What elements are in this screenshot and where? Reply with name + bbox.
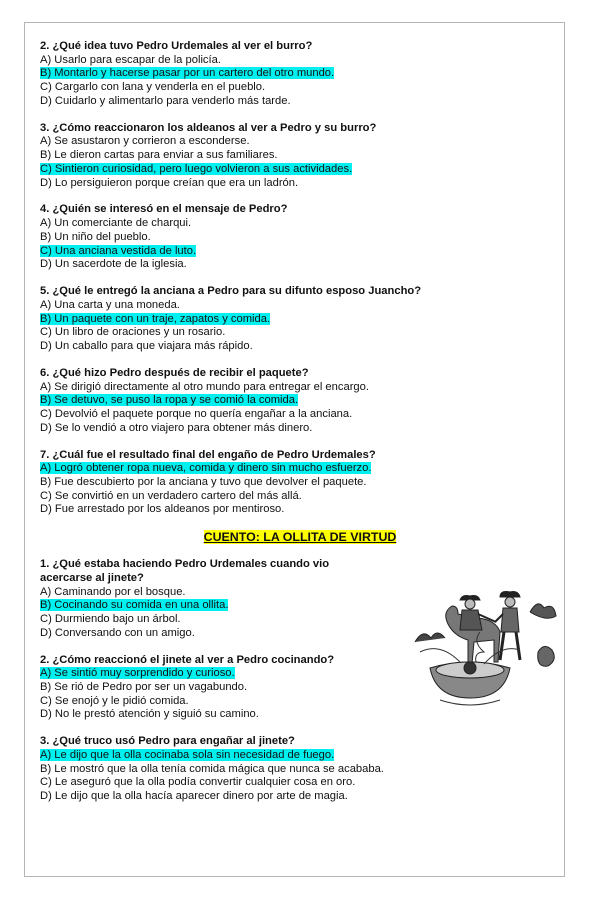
answer-option-text: B) Fue descubierto por la anciana y tuvo que devolver el paquete. xyxy=(40,475,367,488)
answer-option-text: A) Usarlo para escapar de la policía. xyxy=(40,53,221,66)
answer-option-text: C) Devolvió el paquete porque no quería engañar a la anciana. xyxy=(40,407,353,420)
answer-option xyxy=(40,95,560,109)
answer-option xyxy=(40,299,560,313)
answer-option-text: A) Una carta y una moneda. xyxy=(40,298,180,311)
question-block xyxy=(40,285,560,354)
question-block xyxy=(40,449,560,518)
question-block xyxy=(40,203,560,272)
answer-option-highlighted xyxy=(40,749,560,763)
answer-option xyxy=(40,776,560,790)
answer-option-text: D) No le prestó atención y siguió su camino. xyxy=(40,708,259,721)
question-block xyxy=(40,367,560,436)
answer-option-text: D) Un sacerdote de la iglesia. xyxy=(40,258,187,271)
answer-option xyxy=(40,476,560,490)
story-illustration xyxy=(410,572,560,712)
answer-option-text: C) Un libro de oraciones y un rosario. xyxy=(40,326,226,339)
answer-option-text: C) Se convirtió en un verdadero cartero del más allá. xyxy=(40,489,302,502)
answer-option-text: D) Conversando con un amigo. xyxy=(40,626,195,639)
question-title: 1. ¿Qué estaba haciendo Pedro Urdemales cuando vio acercarse al jinete? xyxy=(40,558,330,584)
answer-option xyxy=(40,177,560,191)
section-title-text: CUENTO: LA OLLITA DE VIRTUD xyxy=(203,530,397,545)
answer-option-text: C) Se enojó y le pidió comida. xyxy=(40,694,189,707)
question-title: 3. ¿Cómo reaccionaron los aldeanos al ver a Pedro y su burro? xyxy=(40,121,377,134)
answer-option-text: C) Durmiendo bajo un árbol. xyxy=(40,613,181,626)
answer-option-text: B) Un paquete con un traje, zapatos y comida. xyxy=(40,312,271,325)
question-title: 6. ¿Qué hizo Pedro después de recibir el paquete? xyxy=(40,366,309,379)
answer-option-highlighted xyxy=(40,67,560,81)
answer-option-text: D) Le dijo que la olla hacía aparecer dinero por arte de magia. xyxy=(40,790,348,803)
answer-option-highlighted xyxy=(40,245,560,259)
answer-option-text: B) Se detuvo, se puso la ropa y se comió la comida. xyxy=(40,394,299,407)
answer-option xyxy=(40,258,560,272)
answer-option-text: B) Se rió de Pedro por ser un vagabundo. xyxy=(40,681,248,694)
questions-part-1 xyxy=(40,40,560,517)
answer-option xyxy=(40,490,560,504)
answer-option xyxy=(40,231,560,245)
question-block xyxy=(40,40,560,109)
answer-option-text: A) Logró obtener ropa nueva, comida y dinero sin mucho esfuerzo. xyxy=(40,462,372,475)
answer-option-text: B) Un niño del pueblo. xyxy=(40,230,151,243)
answer-option-highlighted xyxy=(40,163,560,177)
answer-option-text: D) Fue arrestado por los aldeanos por mentiroso. xyxy=(40,503,285,516)
answer-option xyxy=(40,326,560,340)
answer-option-highlighted xyxy=(40,462,560,476)
question-title: 5. ¿Qué le entregó la anciana a Pedro para su difunto esposo Juancho? xyxy=(40,285,422,298)
answer-option-text: A) Le dijo que la olla cocinaba sola sin necesidad de fuego. xyxy=(40,749,335,762)
answer-option xyxy=(40,135,560,149)
section-title xyxy=(40,530,560,545)
question-block xyxy=(40,122,560,191)
answer-option-text: A) Un comerciante de charqui. xyxy=(40,217,192,230)
answer-option-text: B) Le dieron cartas para enviar a sus familiares. xyxy=(40,149,278,162)
question-title: 2. ¿Cómo reaccionó el jinete al ver a Pedro cocinando? xyxy=(40,653,335,666)
answer-option xyxy=(40,217,560,231)
answer-option-text: A) Se asustaron y corrieron a esconderse. xyxy=(40,135,250,148)
question-title: 4. ¿Quién se interesó en el mensaje de Pedro? xyxy=(40,203,288,216)
answer-option-text: B) Montarlo y hacerse pasar por un cartero del otro mundo. xyxy=(40,67,335,80)
answer-option xyxy=(40,790,560,804)
answer-option xyxy=(40,340,560,354)
answer-option xyxy=(40,81,560,95)
answer-option-text: D) Un caballo para que viajara más rápido. xyxy=(40,339,253,352)
answer-option-text: C) Cargarlo con lana y venderla en el pueblo. xyxy=(40,81,266,94)
question-title: 7. ¿Cuál fue el resultado final del engaño de Pedro Urdemales? xyxy=(40,448,376,461)
answer-option-text: B) Le mostró que la olla tenía comida mágica que nunca se acababa. xyxy=(40,762,384,775)
answer-option xyxy=(40,422,560,436)
answer-option xyxy=(40,54,560,68)
answer-option xyxy=(40,763,560,777)
answer-option-text: D) Cuidarlo y alimentarlo para venderlo más tarde. xyxy=(40,94,291,107)
answer-option-text: C) Sintieron curiosidad, pero luego volvieron a sus actividades. xyxy=(40,162,353,175)
answer-option-highlighted xyxy=(40,394,560,408)
answer-option-text: C) Le aseguró que la olla podía convertir cualquier cosa en oro. xyxy=(40,776,356,789)
question-block xyxy=(40,735,560,804)
answer-option xyxy=(40,503,560,517)
answer-option xyxy=(40,149,560,163)
answer-option-highlighted xyxy=(40,313,560,327)
answer-option xyxy=(40,408,560,422)
answer-option-text: D) Lo persiguieron porque creían que era un ladrón. xyxy=(40,176,299,189)
answer-option-text: B) Cocinando su comida en una ollita. xyxy=(40,599,229,612)
answer-option-text: A) Se dirigió directamente al otro mundo para entregar el encargo. xyxy=(40,380,369,393)
question-title: 3. ¿Qué truco usó Pedro para engañar al jinete? xyxy=(40,735,295,748)
answer-option xyxy=(40,381,560,395)
answer-option-text: C) Una anciana vestida de luto. xyxy=(40,244,197,257)
answer-option-text: A) Se sintió muy sorprendido y curioso. xyxy=(40,667,235,680)
answer-option-text: A) Caminando por el bosque. xyxy=(40,585,186,598)
answer-option-text: D) Se lo vendió a otro viajero para obtener más dinero. xyxy=(40,421,313,434)
question-title: 2. ¿Qué idea tuvo Pedro Urdemales al ver el burro? xyxy=(40,40,313,52)
